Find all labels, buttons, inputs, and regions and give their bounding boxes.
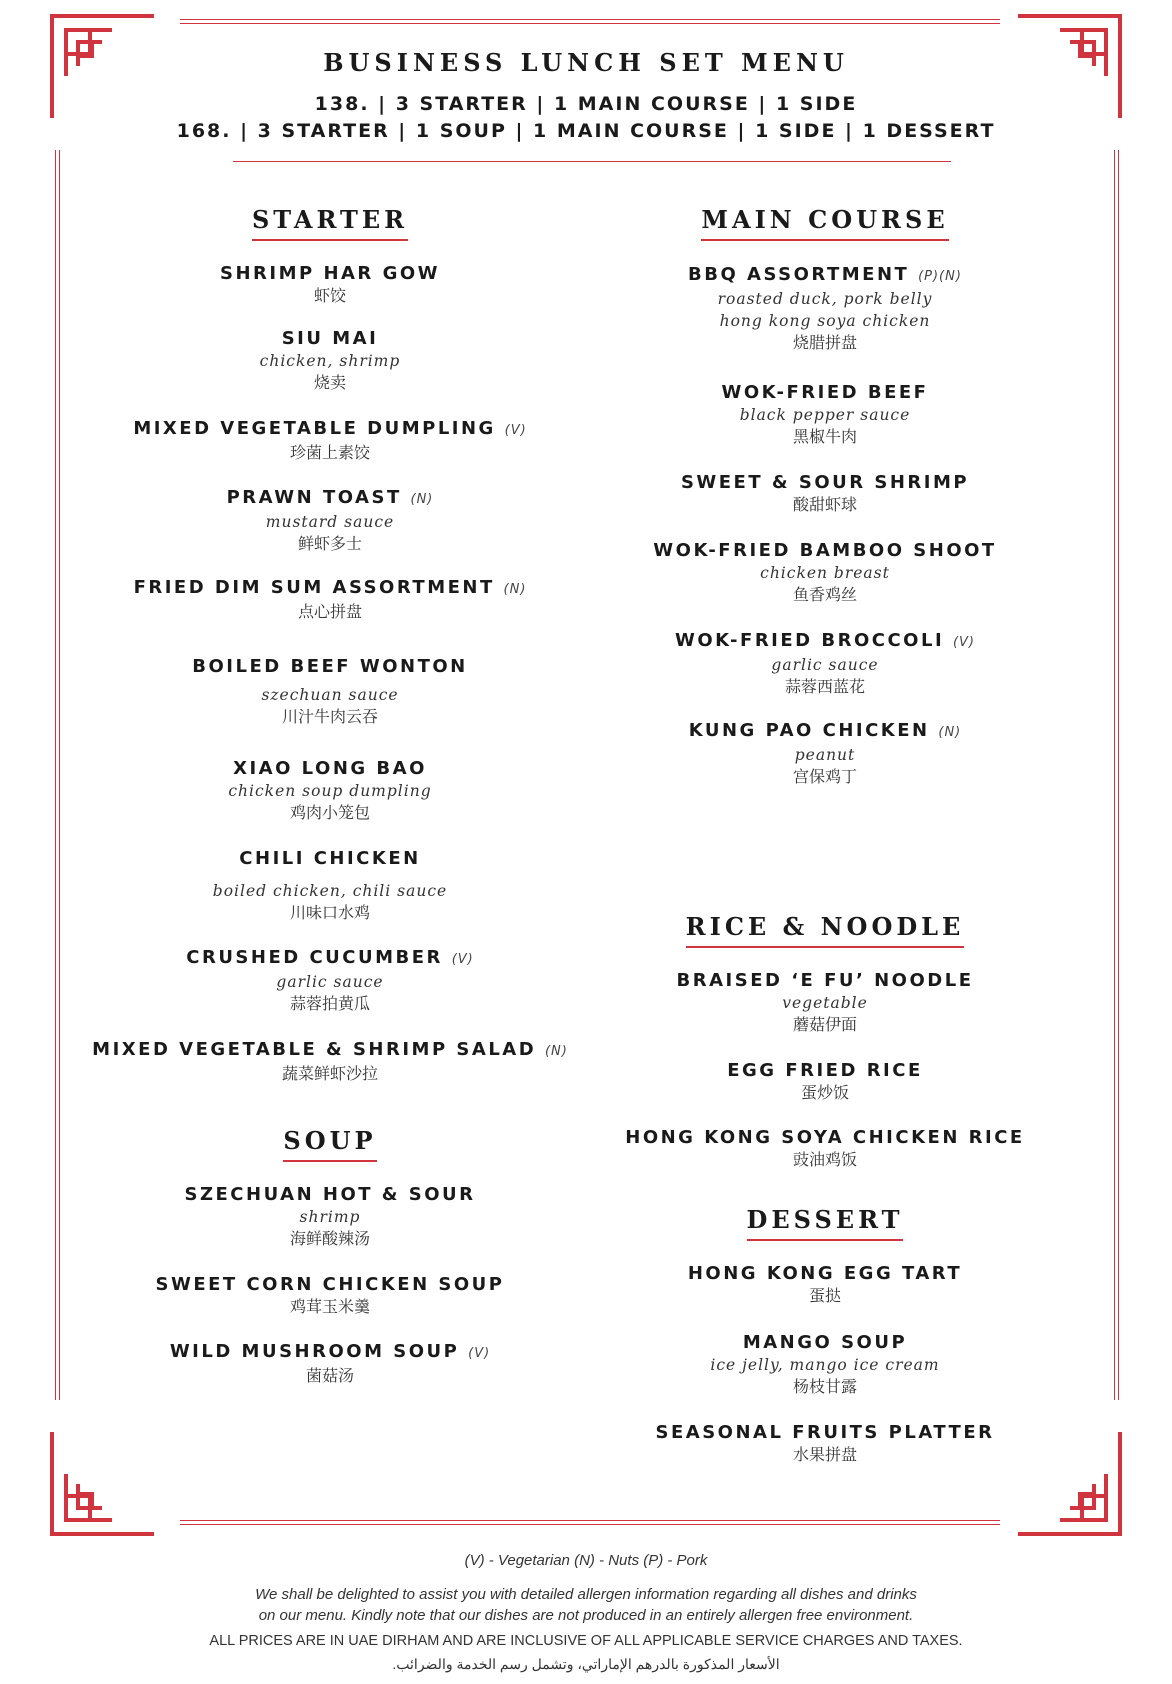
item-chinese: 珍菌上素饺	[289, 443, 370, 462]
item-description: garlic sauce	[771, 656, 879, 674]
item-description: garlic sauce	[276, 973, 384, 991]
menu-item	[610, 472, 1040, 516]
item-name: XIAO LONG BAO	[233, 758, 427, 779]
menu-item	[80, 1274, 580, 1318]
item-name: MIXED VEGETABLE & SHRIMP SALAD	[92, 1039, 537, 1060]
menu-item	[80, 487, 580, 555]
item-name: PRAWN TOAST	[226, 487, 402, 508]
menu-item	[80, 1341, 580, 1387]
section-title-rice-noodle: RICE & NOODLE	[686, 912, 965, 948]
item-tag: (V)	[468, 1346, 491, 1361]
menu-item	[610, 264, 1040, 354]
item-chinese: 蛋炒饭	[800, 1083, 849, 1102]
bottom-border	[180, 1520, 1000, 1525]
right-column	[610, 0, 1040, 1464]
item-name: SIU MAI	[281, 328, 379, 349]
right-border	[1114, 150, 1119, 1400]
section-rice-noodle	[610, 912, 1040, 948]
menu-item	[610, 1127, 1040, 1171]
item-chinese: 鸡茸玉米羹	[289, 1297, 370, 1316]
item-name: BRAISED ‘E FU’ NOODLE	[676, 970, 974, 991]
menu-item	[80, 947, 580, 1015]
item-name: SEASONAL FRUITS PLATTER	[655, 1422, 995, 1443]
item-chinese: 点心拼盘	[297, 602, 362, 621]
item-chinese: 宫保鸡丁	[792, 767, 857, 786]
item-chinese: 虾饺	[313, 286, 346, 305]
item-chinese: 烧卖	[313, 373, 346, 392]
item-chinese: 鱼香鸡丝	[792, 585, 857, 604]
item-name: CRUSHED CUCUMBER	[186, 947, 443, 968]
item-description: peanut	[794, 746, 856, 764]
item-name: HONG KONG EGG TART	[687, 1263, 963, 1284]
item-tag: (V)	[451, 952, 474, 967]
menu-item	[610, 1060, 1040, 1104]
item-chinese: 豉油鸡饭	[792, 1150, 857, 1169]
item-description: chicken soup dumpling	[228, 782, 432, 800]
item-description: mustard sauce	[265, 513, 395, 531]
item-description-2: hong kong soya chicken	[719, 312, 931, 330]
item-description: roasted duck, pork belly	[717, 290, 933, 308]
item-tag: (P)(N)	[918, 269, 962, 284]
item-name: MIXED VEGETABLE DUMPLING	[133, 418, 496, 439]
item-chinese: 川汁牛肉云吞	[281, 707, 378, 726]
item-chinese: 黑椒牛肉	[792, 427, 857, 446]
item-name: BBQ ASSORTMENT	[688, 264, 910, 285]
section-soup	[80, 1126, 580, 1162]
price-line-1: 138. | 3 STARTER | 1 MAIN COURSE | 1 SIDE	[314, 93, 858, 115]
item-chinese: 水果拼盘	[792, 1445, 857, 1464]
item-description: chicken breast	[760, 564, 890, 582]
item-name: MANGO SOUP	[742, 1332, 908, 1353]
item-name: WOK-FRIED BAMBOO SHOOT	[653, 540, 997, 561]
item-chinese: 蘑菇伊面	[792, 1015, 857, 1034]
item-name: WILD MUSHROOM SOUP	[169, 1341, 460, 1362]
item-name: SWEET CORN CHICKEN SOUP	[155, 1274, 505, 1295]
item-tag: (N)	[503, 582, 527, 597]
left-border	[55, 150, 60, 1400]
item-tag: (N)	[938, 725, 962, 740]
price-notice-arabic: الأسعار المذكورة بالدرهم الإماراتي، وتشمل رسم الخدمة والضرائب.	[392, 1656, 780, 1672]
allergen-line-2: on our menu. Kindly note that our dishes are not produced in an entirely allergen free environment.	[258, 1607, 914, 1624]
corner-ornament-bottom-left-icon	[50, 1426, 160, 1536]
item-description: boiled chicken, chili sauce	[212, 882, 448, 900]
item-description: chicken, shrimp	[259, 352, 401, 370]
item-chinese: 蒜蓉拍黄瓜	[289, 994, 370, 1013]
item-chinese: 蔬菜鲜虾沙拉	[281, 1064, 378, 1083]
section-title-dessert: DESSERT	[747, 1205, 904, 1241]
item-name: CHILI CHICKEN	[239, 848, 421, 869]
menu-title: BUSINESS LUNCH SET MENU	[323, 48, 849, 77]
item-description: szechuan sauce	[261, 686, 399, 704]
item-chinese: 川味口水鸡	[289, 903, 370, 922]
menu-item	[610, 382, 1040, 448]
item-name: KUNG PAO CHICKEN	[688, 720, 930, 741]
menu-item	[610, 720, 1040, 788]
item-name: WOK-FRIED BROCCOLI	[675, 630, 945, 651]
section-main-course	[610, 205, 1040, 241]
item-name: FRIED DIM SUM ASSORTMENT	[133, 577, 495, 598]
allergen-line-1: We shall be delighted to assist you with detailed allergen information regarding all dishes and drinks	[255, 1586, 917, 1603]
item-description: vegetable	[782, 994, 868, 1012]
item-tag: (N)	[544, 1044, 568, 1059]
item-name: SHRIMP HAR GOW	[219, 263, 440, 284]
item-chinese: 鸡肉小笼包	[289, 803, 370, 822]
item-chinese: 杨枝甘露	[792, 1377, 857, 1396]
item-description: ice jelly, mango ice cream	[710, 1356, 940, 1374]
dietary-legend: (V) - Vegetarian (N) - Nuts (P) - Pork	[464, 1552, 708, 1569]
menu-item	[610, 1422, 1040, 1466]
item-chinese: 鲜虾多士	[297, 534, 362, 553]
section-dessert	[610, 1205, 1040, 1241]
section-title-starter: STARTER	[252, 205, 408, 241]
menu-item	[80, 656, 580, 728]
item-tag: (V)	[504, 423, 527, 438]
item-chinese: 烧腊拼盘	[792, 333, 857, 352]
menu-item	[610, 540, 1040, 606]
menu-item	[80, 577, 580, 623]
item-tag: (V)	[952, 635, 975, 650]
allergen-notice	[0, 1584, 1172, 1626]
price-line-2: 168. | 3 STARTER | 1 SOUP | 1 MAIN COURSE | 1 SIDE | 1 DESSERT	[176, 120, 996, 142]
section-title-soup: SOUP	[283, 1126, 376, 1162]
item-name: SZECHUAN HOT & SOUR	[184, 1184, 476, 1205]
item-chinese: 蒜蓉西蓝花	[784, 677, 865, 696]
menu-item	[610, 630, 1040, 698]
menu-item	[80, 848, 580, 924]
section-title-main-course: MAIN COURSE	[701, 205, 948, 241]
price-notice: ALL PRICES ARE IN UAE DIRHAM AND ARE INCLUSIVE OF ALL APPLICABLE SERVICE CHARGES AND TAXES.	[209, 1633, 963, 1649]
menu-item	[80, 1039, 580, 1085]
menu-item	[80, 418, 580, 464]
item-name: SWEET & SOUR SHRIMP	[680, 472, 970, 493]
item-description: black pepper sauce	[739, 406, 911, 424]
item-tag: (N)	[410, 492, 434, 507]
menu-item	[80, 758, 580, 824]
item-chinese: 菌菇汤	[305, 1366, 354, 1385]
item-name: WOK-FRIED BEEF	[721, 382, 929, 403]
menu-item	[80, 328, 580, 394]
menu-item	[610, 1263, 1040, 1307]
item-description: shrimp	[299, 1208, 361, 1226]
menu-item	[610, 1332, 1040, 1398]
item-chinese: 酸甜虾球	[792, 495, 857, 514]
left-column	[80, 0, 580, 1420]
menu-item	[610, 970, 1040, 1036]
item-name: BOILED BEEF WONTON	[192, 656, 468, 677]
item-name: EGG FRIED RICE	[727, 1060, 923, 1081]
section-starter	[80, 205, 580, 241]
item-name: HONG KONG SOYA CHICKEN RICE	[625, 1127, 1025, 1148]
menu-item	[80, 1184, 580, 1250]
menu-item	[80, 263, 580, 307]
item-chinese: 蛋挞	[808, 1286, 841, 1305]
item-chinese: 海鲜酸辣汤	[289, 1229, 370, 1248]
